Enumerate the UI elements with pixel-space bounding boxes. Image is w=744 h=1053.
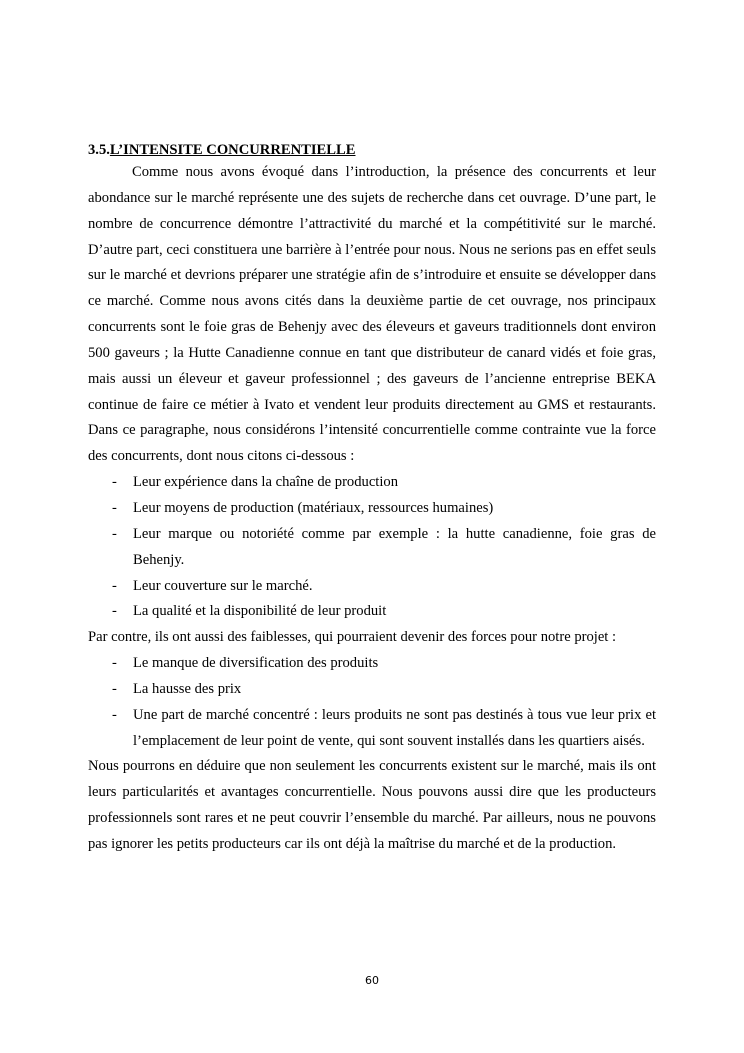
dash-bullet: - <box>112 525 117 542</box>
list-item <box>88 496 656 522</box>
list-item <box>88 470 656 496</box>
dash-bullet: - <box>112 603 117 620</box>
strengths-list <box>88 470 656 625</box>
section-number: 3.5. <box>88 142 110 158</box>
weakness-intro: Par contre, ils ont aussi des faiblesses, qui pourraient devenir des forces pour notre projet : <box>88 629 617 646</box>
list-item-text: La qualité et la disponibilité de leur produit <box>133 603 387 620</box>
dash-bullet: - <box>112 655 117 672</box>
dash-bullet: - <box>112 499 117 516</box>
list-item-text: Leur couverture sur le marché. <box>133 577 313 594</box>
list-item <box>88 599 656 625</box>
list-item <box>88 677 656 703</box>
dash-bullet: - <box>112 474 117 491</box>
list-item-text: Leur moyens de production (matériaux, ressources humaines) <box>133 499 494 516</box>
intro-paragraph: Comme nous avons évoqué dans l’introduction, la présence des concurrents et leur abondance sur le marché représente une des sujets de recherche dans cet ouvrage. D’une part, le nombre de concurrence démontre l’attractivité du marché et la compétitivité sur le marché. D’autre part, ceci constituera une barrière à l’entrée pour nous. Nous ne serions pas en effet seuls sur le marché et devrions préparer une stratégie afin de s’introduire et ensuite se développer dans ce marché. Comme nous avons cités dans la deuxième partie de cet ouvrage, nos principaux concurrents sont le foie gras de Behenjy avec des éleveurs et gaveurs traditionnels dont environ 500 gaveurs ; la Hutte Canadienne connue en tant que distributeur de canard vidés et foie gras, mais aussi un éleveur et gaveur professionnel ; des gaveurs de l’ancienne entreprise BEKA continue de faire ce métier à Ivato et vendent leur produits directement au GMS et restaurants. Dans ce paragraphe, nous considérons l’intensité concurrentielle comme contrainte vue la force des concurrents, dont nous citons ci-dessous : <box>88 164 656 465</box>
dash-bullet: - <box>112 706 117 723</box>
list-item <box>88 703 656 755</box>
page-content <box>88 141 656 858</box>
section-heading <box>88 141 656 160</box>
conclusion-paragraph: Nous pourrons en déduire que non seulement les concurrents existent sur le marché, mais ils ont leurs particularités et avantages concurrentielle. Nous pouvons aussi dire que les producteurs professionnels sont rares et ne peut couvrir l’ensemble du marché. Par ailleurs, nous ne pouvons pas ignorer les petits producteurs car ils ont déjà la maîtrise du marché et de la production. <box>88 758 656 852</box>
dash-bullet: - <box>112 577 117 594</box>
section-title: L’INTENSITE CONCURRENTIELLE <box>109 142 356 158</box>
list-item <box>88 574 656 600</box>
list-item-text: Leur marque ou notoriété comme par exemple : la hutte canadienne, foie gras de Behenjy. <box>133 525 656 568</box>
page-number: 60 <box>365 974 379 987</box>
weaknesses-list <box>88 651 656 754</box>
list-item-text: La hausse des prix <box>133 680 242 697</box>
list-item-text: Leur expérience dans la chaîne de production <box>133 474 398 491</box>
list-item <box>88 522 656 574</box>
list-item-text: Une part de marché concentré : leurs produits ne sont pas destinés à tous vue leur prix et l’emplacement de leur point de vente, qui sont souvent installés dans les quartiers aisés. <box>133 706 656 749</box>
list-item <box>88 651 656 677</box>
dash-bullet: - <box>112 680 117 697</box>
list-item-text: Le manque de diversification des produits <box>133 655 379 672</box>
